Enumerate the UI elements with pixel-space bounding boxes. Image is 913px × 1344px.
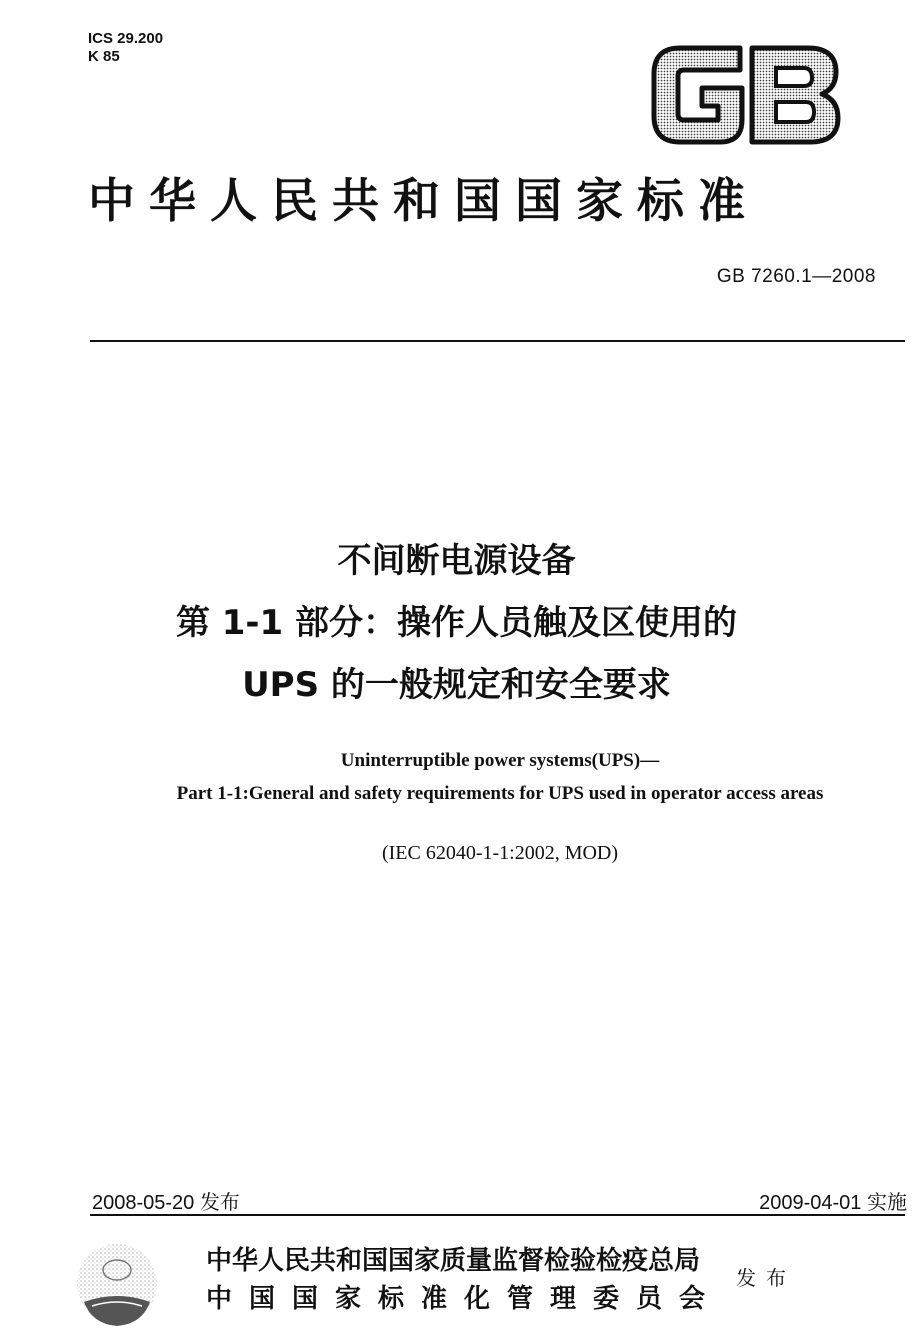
- publish-label: 发布: [736, 1266, 796, 1290]
- national-standard-title: 中华人民共和国国家标准: [88, 174, 759, 229]
- adoption-reference: (IEC 62040-1-1:2002, MOD): [381, 842, 619, 864]
- ccs-code: K 85: [88, 48, 120, 65]
- standard-number: GB 7260.1—2008: [716, 266, 876, 287]
- gb-logo-graphic: [648, 40, 844, 150]
- en-title-line-2: Part 1-1:General and safety requirements for UPS used in operator access areas: [176, 783, 824, 804]
- implementation-date: 2009-04-01 实施: [759, 1192, 907, 1214]
- top-divider: [90, 340, 905, 342]
- bottom-divider: [90, 1214, 905, 1216]
- english-title: [0, 744, 913, 810]
- publisher-names: [206, 1242, 722, 1318]
- cn-title-line-3: UPS 的一般规定和安全要求: [242, 665, 671, 705]
- chinese-title: [0, 530, 913, 716]
- publisher-sac: 中国国家标准化管理委员会: [206, 1284, 723, 1314]
- cn-title-line-1: 不间断电源设备: [337, 541, 576, 581]
- ics-code: ICS 29.200: [88, 30, 164, 47]
- cn-title-line-2: 第 1-1 部分：操作人员触及区使用的: [175, 603, 738, 643]
- classification-codes: [88, 30, 163, 66]
- seal-graphic: [72, 1240, 162, 1328]
- gb-logo: [648, 40, 844, 150]
- en-title-line-1: Uninterruptible power systems(UPS)—: [340, 750, 660, 771]
- publisher-aqsiq: 中华人民共和国国家质量监督检验检疫总局: [206, 1246, 701, 1276]
- seal-emblem: [72, 1240, 162, 1328]
- issue-date: 2008-05-20 发布: [92, 1192, 240, 1214]
